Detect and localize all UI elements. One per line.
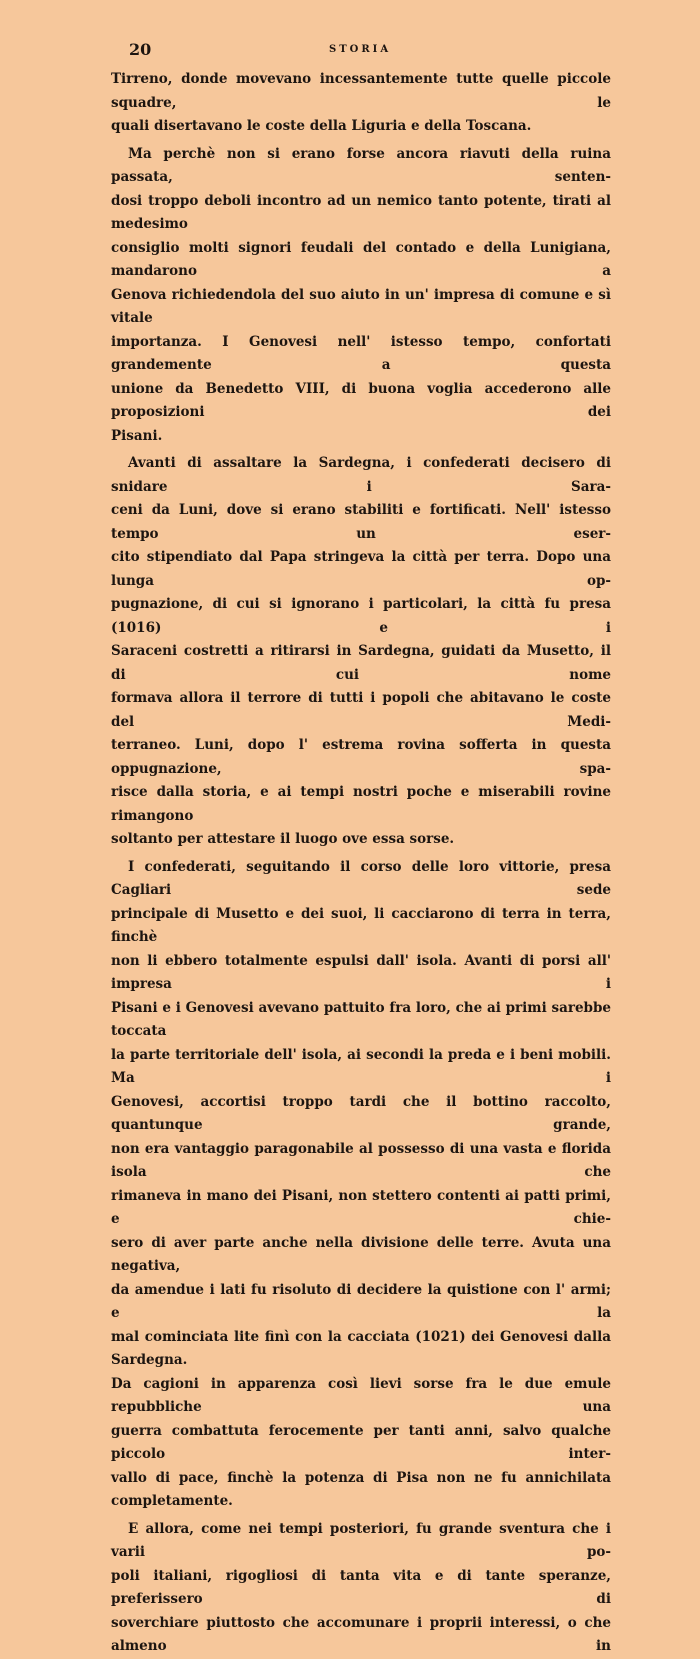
text-line: Saraceni costretti a ritirarsi in Sardegna, guidati da Musetto, il di cui nome xyxy=(111,643,611,683)
text-line: Pisani e i Genovesi avevano pattuito fra loro, che ai primi sarebbe toccata xyxy=(111,999,611,1039)
text-line: formava allora il terrore di tutti i popoli che abitavano le coste del Medi- xyxy=(111,690,611,730)
text-line: pugnazione, di cui si ignorano i particolari, la città fu presa (1016) e i xyxy=(111,596,611,636)
text-line: rimaneva in mano dei Pisani, non stettero contenti ai patti primi, e chie- xyxy=(111,1187,611,1227)
text-line: non li ebbero totalmente espulsi dall' isola. Avanti di porsi all' impresa i xyxy=(111,952,611,992)
text-line: quali disertavano le coste della Liguria e della Toscana. xyxy=(111,118,532,134)
text-line: vallo di pace, finchè la potenza di Pisa non ne fu annichilata completamente. xyxy=(111,1469,611,1509)
text-line: sero di aver parte anche nella divisione delle terre. Avuta una negativa, xyxy=(111,1234,611,1274)
text-line: consiglio molti signori feudali del contado e della Lunigiana, mandarono a xyxy=(111,239,611,279)
text-line: Pisani. xyxy=(111,427,163,444)
text-line: principale di Musetto e dei suoi, li cacciarono di terra in terra, finchè xyxy=(111,905,611,945)
page-number: 20 xyxy=(129,40,152,59)
page-header xyxy=(129,40,611,60)
text-line: I confederati, seguitando il corso delle loro vittorie, presa Cagliari sede xyxy=(111,858,611,898)
text-line: soverchiare piuttosto che accomunare i proprii interessi, o che almeno in xyxy=(111,1614,611,1654)
paragraph xyxy=(111,115,611,139)
text-line: mal cominciata lite finì con la cacciata (1021) dei Genovesi dalla Sardegna. xyxy=(111,1328,611,1368)
text-line: guerra combattuta ferocemente per tanti anni, salvo qualche piccolo inter- xyxy=(111,1422,611,1462)
text-line: E allora, come nei tempi posteriori, fu grande sventura che i varii po- xyxy=(111,1520,611,1560)
text-line: ceni da Luni, dove si erano stabiliti e fortificati. Nell' istesso tempo un eser- xyxy=(111,502,611,542)
text-line: importanza. I Genovesi nell' istesso tempo, confortati grandemente a questa xyxy=(111,333,611,373)
text-line: cito stipendiato dal Papa stringeva la città per terra. Dopo una lunga op- xyxy=(111,549,611,589)
text-line: Da cagioni in apparenza così lievi sorse fra le due emule repubbliche una xyxy=(111,1375,611,1415)
text-line: poli italiani, rigogliosi di tanta vita e di tante speranze, preferissero di xyxy=(111,1567,611,1607)
text-line: Avanti di assaltare la Sardegna, i confederati decisero di snidare i Sara- xyxy=(111,455,611,495)
text-line: soltanto per attestare il luogo ove essa sorse. xyxy=(111,831,455,847)
text-line: Tirreno, donde movevano incessantemente tutte quelle piccole squadre, le xyxy=(111,71,611,111)
text-line: unione da Benedetto VIII, di buona voglia accederono alle proposizioni dei xyxy=(111,380,611,420)
text-line: la parte territoriale dell' isola, ai secondi la preda e i beni mobili. Ma i xyxy=(111,1046,611,1086)
text-line: Genovesi, accortisi troppo tardi che il bottino raccolto, quantunque grande, xyxy=(111,1093,611,1133)
text-line: Genova richiedendola del suo aiuto in un' impresa di comune e sì vitale xyxy=(111,286,611,326)
text-line: da amendue i lati fu risoluto di decidere la quistione con l' armi; e la xyxy=(111,1281,611,1321)
text-line: non era vantaggio paragonabile al possesso di una vasta e florida isola che xyxy=(111,1140,611,1180)
running-title: STORIA xyxy=(329,44,392,55)
paragraph xyxy=(111,68,611,115)
body-text xyxy=(111,68,611,1659)
text-line: Ma perchè non si erano forse ancora riavuti della ruina passata, senten- xyxy=(111,145,611,185)
text-line: terraneo. Luni, dopo l' estrema rovina sofferta in questa oppugnazione, spa- xyxy=(111,737,611,777)
text-line: risce dalla storia, e ai tempi nostri poche e miserabili rovine rimangono xyxy=(111,784,611,824)
text-line: dosi troppo deboli incontro ad un nemico tanto potente, tirati al medesimo xyxy=(111,192,611,232)
